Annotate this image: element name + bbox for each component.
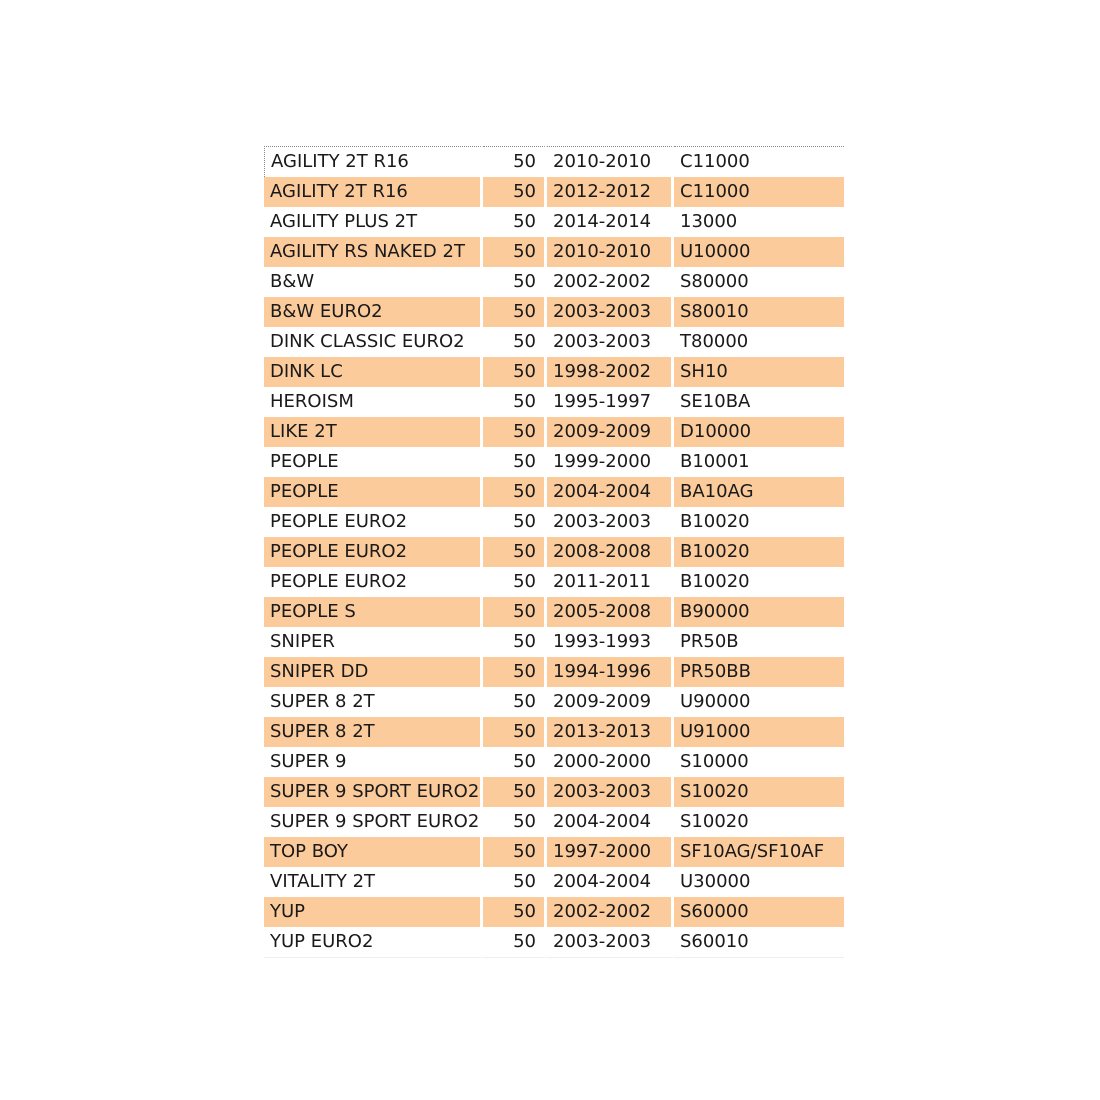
table-row[interactable] [264,837,844,867]
table-row[interactable] [264,357,844,387]
cc-cell: 50 [483,897,547,927]
model-cell: SUPER 9 [264,747,483,777]
years-cell: 2009-2009 [547,417,674,447]
years-cell: 1997-2000 [547,837,674,867]
years-cell: 2004-2004 [547,867,674,897]
table-row[interactable] [264,507,844,537]
code-cell: U10000 [674,237,844,267]
years-cell: 2003-2003 [547,927,674,958]
code-cell: SE10BA [674,387,844,417]
table-row[interactable] [264,777,844,807]
years-cell: 2000-2000 [547,747,674,777]
years-cell: 1994-1996 [547,657,674,687]
cc-cell: 50 [483,657,547,687]
cc-cell: 50 [483,507,547,537]
years-cell: 2011-2011 [547,567,674,597]
code-cell: SH10 [674,357,844,387]
cc-cell: 50 [483,267,547,297]
table-row[interactable] [264,717,844,747]
cc-cell: 50 [483,807,547,837]
years-cell: 2002-2002 [547,267,674,297]
years-cell: 2010-2010 [547,146,674,177]
code-cell: U91000 [674,717,844,747]
code-cell: B10001 [674,447,844,477]
code-cell: SF10AG/SF10AF [674,837,844,867]
cc-cell: 50 [483,146,547,177]
table-row[interactable] [264,477,844,507]
table-row[interactable] [264,597,844,627]
model-cell: PEOPLE [264,447,483,477]
model-cell: DINK LC [264,357,483,387]
table-row[interactable] [264,867,844,897]
years-cell: 2012-2012 [547,177,674,207]
code-cell: U30000 [674,867,844,897]
cc-cell: 50 [483,837,547,867]
model-cell: VITALITY 2T [264,867,483,897]
cc-cell: 50 [483,567,547,597]
model-cell: AGILITY PLUS 2T [264,207,483,237]
table-row[interactable] [264,146,844,177]
table-row[interactable] [264,747,844,777]
code-cell: T80000 [674,327,844,357]
model-cell: YUP [264,897,483,927]
years-cell: 2008-2008 [547,537,674,567]
model-cell: PEOPLE EURO2 [264,507,483,537]
code-cell: S60000 [674,897,844,927]
code-cell: S80010 [674,297,844,327]
model-cell: PEOPLE S [264,597,483,627]
model-cell: SUPER 8 2T [264,687,483,717]
years-cell: 1995-1997 [547,387,674,417]
model-cell: SNIPER DD [264,657,483,687]
table-row[interactable] [264,447,844,477]
model-cell: B&W EURO2 [264,297,483,327]
code-cell: S10020 [674,807,844,837]
code-cell: D10000 [674,417,844,447]
years-cell: 1999-2000 [547,447,674,477]
years-cell: 2003-2003 [547,777,674,807]
cc-cell: 50 [483,537,547,567]
model-cell: TOP BOY [264,837,483,867]
years-cell: 2013-2013 [547,717,674,747]
model-cell: AGILITY 2T R16 [264,177,483,207]
code-cell: S10020 [674,777,844,807]
years-cell: 2004-2004 [547,477,674,507]
cc-cell: 50 [483,177,547,207]
code-cell: S80000 [674,267,844,297]
code-cell: B10020 [674,567,844,597]
years-cell: 2003-2003 [547,507,674,537]
table-row[interactable] [264,687,844,717]
table-row[interactable] [264,267,844,297]
model-cell: SNIPER [264,627,483,657]
years-cell: 2005-2008 [547,597,674,627]
table-row[interactable] [264,387,844,417]
years-cell: 2010-2010 [547,237,674,267]
model-table-body [264,146,844,958]
table-row[interactable] [264,297,844,327]
table-row[interactable] [264,417,844,447]
cc-cell: 50 [483,627,547,657]
cc-cell: 50 [483,357,547,387]
cc-cell: 50 [483,687,547,717]
cc-cell: 50 [483,447,547,477]
years-cell: 2003-2003 [547,297,674,327]
model-table [264,146,844,958]
model-cell: AGILITY 2T R16 [264,146,483,177]
model-cell: PEOPLE EURO2 [264,567,483,597]
cc-cell: 50 [483,597,547,627]
code-cell: 13000 [674,207,844,237]
table-row[interactable] [264,657,844,687]
cc-cell: 50 [483,477,547,507]
model-cell: PEOPLE EURO2 [264,537,483,567]
cc-cell: 50 [483,777,547,807]
cc-cell: 50 [483,717,547,747]
code-cell: PR50BB [674,657,844,687]
code-cell: U90000 [674,687,844,717]
code-cell: B10020 [674,537,844,567]
model-cell: PEOPLE [264,477,483,507]
cc-cell: 50 [483,207,547,237]
table-row[interactable] [264,537,844,567]
model-grid [264,146,838,958]
code-cell: C11000 [674,146,844,177]
model-cell: SUPER 9 SPORT EURO2 [264,777,483,807]
cc-cell: 50 [483,237,547,267]
model-cell: HEROISM [264,387,483,417]
table-row[interactable] [264,807,844,837]
cc-cell: 50 [483,867,547,897]
years-cell: 2004-2004 [547,807,674,837]
cc-cell: 50 [483,327,547,357]
model-cell: YUP EURO2 [264,927,483,958]
table-row[interactable] [264,627,844,657]
cc-cell: 50 [483,387,547,417]
table-row[interactable] [264,927,844,958]
model-cell: B&W [264,267,483,297]
code-cell: BA10AG [674,477,844,507]
years-cell: 1998-2002 [547,357,674,387]
model-cell: SUPER 8 2T [264,717,483,747]
years-cell: 2003-2003 [547,327,674,357]
table-row[interactable] [264,207,844,237]
years-cell: 2009-2009 [547,687,674,717]
code-cell: S60010 [674,927,844,958]
code-cell: B10020 [674,507,844,537]
table-row[interactable] [264,567,844,597]
table-row[interactable] [264,177,844,207]
table-row[interactable] [264,237,844,267]
model-cell: DINK CLASSIC EURO2 [264,327,483,357]
cc-cell: 50 [483,417,547,447]
cc-cell: 50 [483,297,547,327]
table-row[interactable] [264,897,844,927]
model-cell: SUPER 9 SPORT EURO2 [264,807,483,837]
years-cell: 1993-1993 [547,627,674,657]
cc-cell: 50 [483,927,547,958]
model-cell: LIKE 2T [264,417,483,447]
years-cell: 2002-2002 [547,897,674,927]
cc-cell: 50 [483,747,547,777]
years-cell: 2014-2014 [547,207,674,237]
model-cell: AGILITY RS NAKED 2T [264,237,483,267]
table-row[interactable] [264,327,844,357]
code-cell: C11000 [674,177,844,207]
code-cell: PR50B [674,627,844,657]
code-cell: B90000 [674,597,844,627]
code-cell: S10000 [674,747,844,777]
